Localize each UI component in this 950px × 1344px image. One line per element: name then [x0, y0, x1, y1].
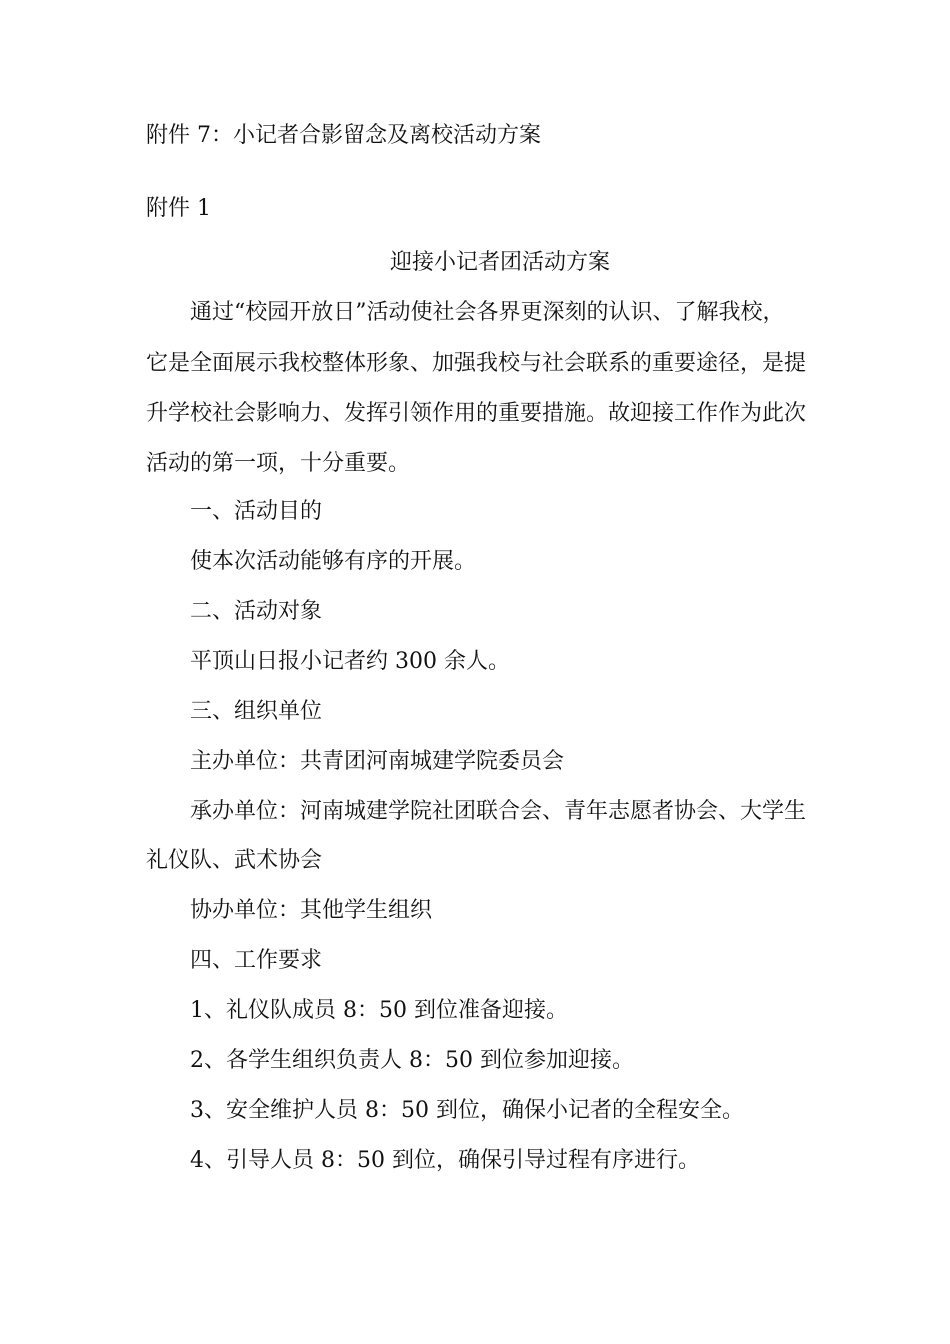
- section-4-heading: 四、工作要求: [190, 948, 323, 973]
- co-organizer-line-1: 承办单位：河南城建学院社团联合会、青年志愿者协会、大学生: [190, 799, 807, 824]
- requirement-item-1: 1、礼仪队成员 8：50 到位准备迎接。: [190, 998, 568, 1023]
- intro-line-4: 活动的第一项，十分重要。: [146, 451, 411, 476]
- attachment-7-heading: 附件 7：小记者合影留念及离校活动方案: [146, 123, 541, 148]
- attachment-1-label: 附件 1: [146, 196, 211, 221]
- requirement-item-2: 2、各学生组织负责人 8：50 到位参加迎接。: [190, 1048, 634, 1073]
- organizer-text: 主办单位：共青团河南城建学院委员会: [190, 749, 565, 774]
- requirement-item-3: 3、安全维护人员 8：50 到位，确保小记者的全程安全。: [190, 1098, 744, 1123]
- intro-line-3: 升学校社会影响力、发挥引领作用的重要措施。故迎接工作作为此次: [146, 401, 807, 426]
- document-title: 迎接小记者团活动方案: [389, 250, 610, 275]
- section-3-heading: 三、组织单位: [190, 699, 323, 724]
- section-1-heading: 一、活动目的: [190, 499, 323, 524]
- section-2-text: 平顶山日报小记者约 300 余人。: [190, 649, 510, 674]
- co-organizer-line-2: 礼仪队、武术协会: [146, 848, 323, 873]
- assistant-organizer-text: 协办单位：其他学生组织: [190, 898, 433, 923]
- intro-line-2: 它是全面展示我校整体形象、加强我校与社会联系的重要途径，是提: [146, 351, 807, 376]
- requirement-item-4: 4、引导人员 8：50 到位，确保引导过程有序进行。: [190, 1148, 700, 1173]
- intro-line-1: 通过“校园开放日”活动使社会各界更深刻的认识、了解我校，: [190, 300, 785, 325]
- section-1-text: 使本次活动能够有序的开展。: [190, 549, 477, 574]
- section-2-heading: 二、活动对象: [190, 599, 323, 624]
